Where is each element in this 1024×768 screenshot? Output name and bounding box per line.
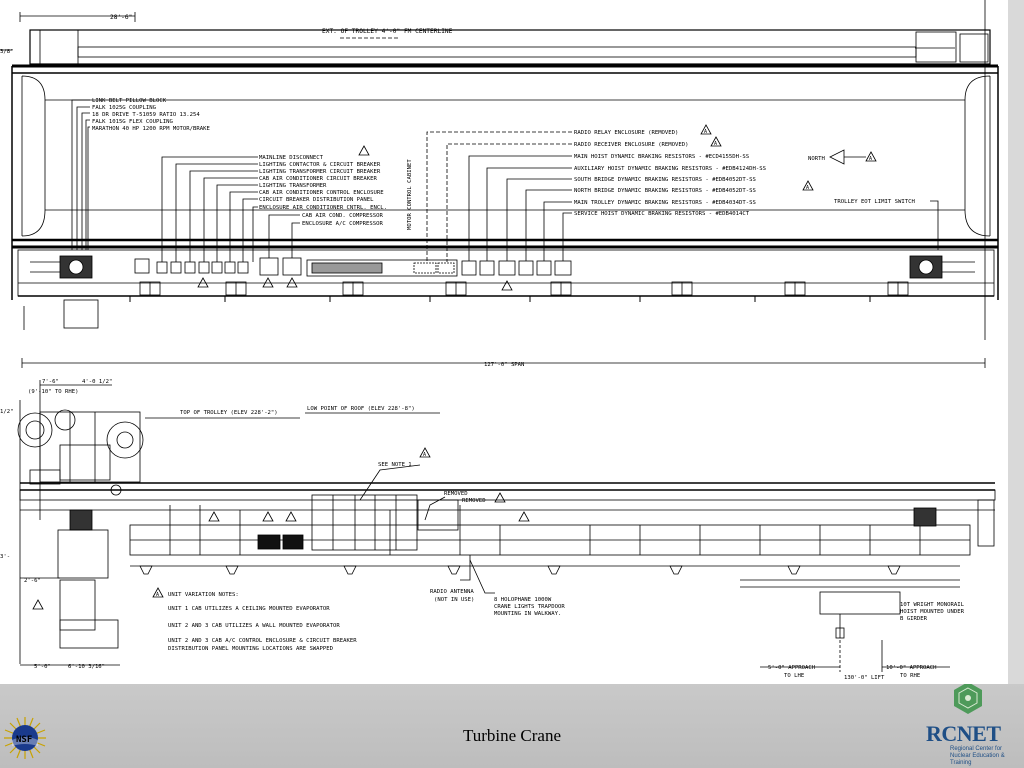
trolley-label: 18 DR DRIVE T-51059 RATIO 13.254 — [92, 112, 200, 118]
panel-label: ENCLOSURE AIR CONDITIONER CNTRL. ENCL. — [259, 205, 387, 211]
slide-title: Turbine Crane — [462, 726, 562, 745]
resistor-label: MAIN TROLLEY DYNAMIC BRAKING RESISTORS - #EDB4034DT-SS — [574, 200, 756, 206]
trolley-label: FALK 1015G FLEX COUPLING — [92, 119, 173, 125]
trolley-label: LINK BELT PILLOW BLOCK — [92, 98, 167, 104]
dim-a: 7'-6" — [42, 379, 59, 385]
resistor-label: RADIO RELAY ENCLOSURE (REMOVED) — [574, 130, 679, 136]
motor-control-cabinet-label: MOTOR CONTROL CABINET — [407, 159, 413, 230]
slide-footer — [0, 684, 1024, 768]
resistor-label: SERVICE HOIST DYNAMIC BRAKING RESISTORS - #EDB4014CT — [574, 211, 750, 217]
removed-2: REMOVED — [462, 498, 486, 504]
plan-dim-side: 3/8" — [0, 49, 14, 55]
note-line: UNIT 2 AND 3 CAB A/C CONTROL ENCLOSURE & CIRCUIT BREAKER — [168, 638, 357, 644]
panel-label: LIGHTING TRANSFORMER CIRCUIT BREAKER — [259, 169, 381, 175]
holophane-label: 8 HOLOPHANE 1000W — [494, 597, 552, 603]
trolley-label: FALK 1025G COUPLING — [92, 105, 156, 111]
see-note: SEE NOTE 1 — [378, 462, 412, 468]
right-margin-strip — [1008, 0, 1024, 684]
flag-letter: A — [704, 129, 708, 135]
panel-label: CAB AIR COND. COMPRESSOR — [302, 213, 383, 219]
trolley-label: MARATHON 40 HP 1200 RPM MOTOR/BRAKE — [92, 126, 210, 132]
rcnet-logo-text: RCNET — [926, 721, 1001, 746]
holophane-label: MOUNTING IN WALKWAY. — [494, 611, 562, 617]
flag-letter: A — [714, 141, 718, 147]
removed-1: REMOVED — [444, 491, 468, 497]
rcnet-logo-subtitle — [950, 746, 1024, 767]
low-point-roof: LOW POINT OF ROOF (ELEV 228'-8") — [307, 406, 415, 412]
hoist-label: B GIRDER — [900, 616, 927, 622]
lift-label: 130'-0" LIFT — [844, 675, 885, 681]
dim-left-1: 3'- — [0, 554, 11, 560]
resistor-label: SOUTH BRIDGE DYNAMIC BRAKING RESISTORS - #EDB4052DT-SS — [574, 177, 756, 183]
flag-letter: A — [156, 592, 160, 598]
dim-b: 4'-0 1/2" — [82, 379, 113, 385]
resistor-label: NORTH BRIDGE DYNAMIC BRAKING RESISTORS - #EDB4052DT-SS — [574, 188, 756, 194]
flag-letter: A — [423, 452, 427, 458]
span-label: 127'-0" SPAN — [484, 362, 525, 368]
rcnet-sub-line: Nuclear Education & Training — [950, 753, 1005, 766]
panel-label: LIGHTING TRANSFORMER — [259, 183, 327, 189]
panel-label: CAB AIR CONDITIONER CONTROL ENCLOSURE — [259, 190, 384, 196]
radio-antenna-label: RADIO ANTENNA — [430, 589, 474, 595]
dim-c: (9'-10" TO RHE) — [28, 389, 79, 395]
note-line: DISTRIBUTION PANEL MOUNTING LOCATIONS ARE SWAPPED — [168, 646, 334, 652]
plan-header: EXT. OF TROLLEY 4'-0" FM CENTERLINE — [322, 28, 453, 35]
approach-right: 10'-0" APPROACH — [886, 665, 937, 671]
radio-antenna-sub: (NOT IN USE) — [434, 597, 475, 603]
dim-bottom-1: 5'-0" — [34, 664, 51, 670]
north-label: NORTH — [808, 156, 825, 162]
plan-dim-top: 28'-6" — [110, 14, 133, 21]
note-line: UNIT 1 CAB UTILIZES A CEILING MOUNTED EVAPORATOR — [168, 606, 330, 612]
flag-letter: A — [806, 185, 810, 191]
hoist-label: HOIST MOUNTED UNDER — [900, 609, 964, 615]
dim-bottom-2: 6'-10 3/16" — [68, 664, 106, 670]
panel-label: LIGHTING CONTACTOR & CIRCUIT BREAKER — [259, 162, 381, 168]
rcnet-sub-line: Regional Center for — [950, 746, 1003, 752]
flag-letter: A — [869, 156, 873, 162]
holophane-label: CRANE LIGHTS TRAPDOOR — [494, 604, 565, 610]
top-of-trolley: TOP OF TROLLEY (ELEV 228'-2") — [180, 410, 278, 416]
approach-right: TO RHE — [900, 673, 921, 679]
panel-label: CAB AIR CONDITIONER CIRCUIT BREAKER — [259, 176, 377, 182]
notes-title: UNIT VARIATION NOTES: — [168, 592, 239, 598]
nsf-logo-text: NSF — [16, 735, 33, 745]
dim-side: 1/2" — [0, 409, 14, 415]
panel-label: MAINLINE DISCONNECT — [259, 155, 323, 161]
panel-label: CIRCUIT BREAKER DISTRIBUTION PANEL — [259, 197, 374, 203]
resistor-label: RADIO RECEIVER ENCLOSURE (REMOVED) — [574, 142, 689, 148]
approach-left: TO LHE — [784, 673, 805, 679]
resistor-label: AUXILIARY HOIST DYNAMIC BRAKING RESISTORS - #EDB4124DH-SS — [574, 166, 766, 172]
limit-switch-label: TROLLEY EOT LIMIT SWITCH — [834, 199, 915, 205]
approach-left: 5'-0" APPROACH — [768, 665, 816, 671]
hoist-label: 10T WRIGHT MONORAIL — [900, 602, 964, 608]
panel-label: ENCLOSURE A/C COMPRESSOR — [302, 221, 383, 227]
resistor-label: MAIN HOIST DYNAMIC BRAKING RESISTORS - #ECD4155DH-SS — [574, 154, 750, 160]
dim-left-2: 2'-6" — [24, 578, 41, 584]
note-line: UNIT 2 AND 3 CAB UTILIZES A WALL MOUNTED EVAPORATOR — [168, 623, 340, 629]
